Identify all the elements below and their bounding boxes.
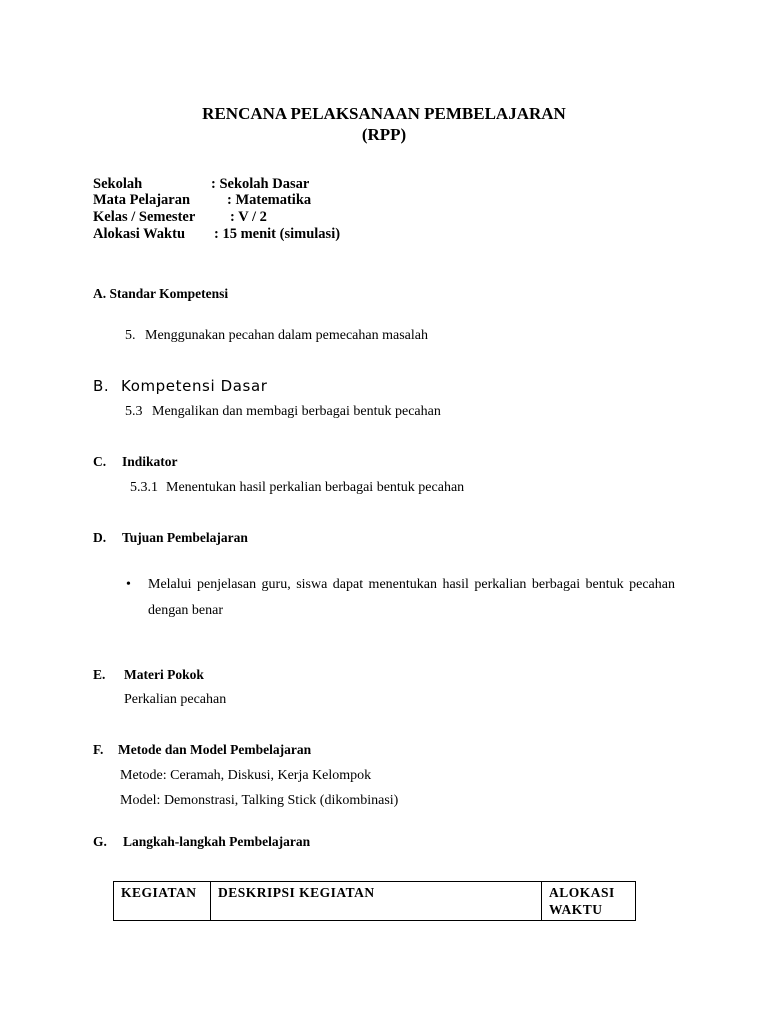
identity-label-class: Kelas / Semester: [93, 209, 196, 225]
section-b-number: 5.3: [125, 404, 143, 419]
table-header-time: ALOKASI WAKTU: [542, 882, 636, 921]
section-e-heading: Materi Pokok: [124, 667, 204, 682]
identity-value-subject: : Matematika: [227, 192, 312, 208]
identity-label-subject: Mata Pelajaran: [93, 192, 191, 208]
table-header-row: [114, 882, 636, 921]
identity-label-time: Alokasi Waktu: [93, 226, 186, 242]
section-c-number: 5.3.1: [130, 480, 158, 495]
bullet-icon: •: [126, 577, 131, 592]
identity-label-school: Sekolah: [93, 176, 143, 192]
document-title: RENCANA PELAKSANAAN PEMBELAJARAN: [202, 104, 566, 123]
section-b-text: Mengalikan dan membagi berbagai bentuk pecahan: [152, 404, 441, 419]
section-f-heading: Metode dan Model Pembelajaran: [118, 742, 312, 757]
table-header-activity: KEGIATAN: [114, 882, 211, 921]
section-f-letter: F.: [93, 742, 104, 757]
section-f-model: Model: Demonstrasi, Talking Stick (dikombinasi): [120, 793, 399, 808]
section-g-letter: G.: [93, 834, 107, 849]
section-d-letter: D.: [93, 530, 107, 545]
section-e-text: Perkalian pecahan: [124, 692, 227, 707]
section-c-heading: Indikator: [122, 454, 178, 469]
identity-value-class: : V / 2: [230, 209, 267, 225]
section-a-heading: A. Standar Kompetensi: [93, 286, 229, 301]
section-d-text: Melalui penjelasan guru, siswa dapat menentukan hasil perkalian berbagai bentuk pecahan dengan benar: [148, 577, 675, 618]
section-a-text: Menggunakan pecahan dalam pemecahan masalah: [145, 328, 428, 343]
section-e-letter: E.: [93, 667, 106, 682]
section-f-method: Metode: Ceramah, Diskusi, Kerja Kelompok: [120, 768, 372, 783]
identity-value-time: : 15 menit (simulasi): [214, 226, 341, 242]
section-a-number: 5.: [125, 328, 136, 343]
section-d-heading: Tujuan Pembelajaran: [122, 530, 248, 545]
section-b-letter: B.: [93, 377, 110, 395]
section-b-heading: Kompetensi Dasar: [121, 377, 268, 395]
section-c-letter: C.: [93, 454, 107, 469]
section-c-text: Menentukan hasil perkalian berbagai bentuk pecahan: [166, 480, 465, 495]
table-header-description: DESKRIPSI KEGIATAN: [211, 882, 542, 921]
steps-table: [113, 881, 636, 921]
identity-value-school: : Sekolah Dasar: [211, 176, 310, 192]
section-g-heading: Langkah-langkah Pembelajaran: [123, 834, 311, 849]
document-subtitle: (RPP): [361, 125, 407, 144]
